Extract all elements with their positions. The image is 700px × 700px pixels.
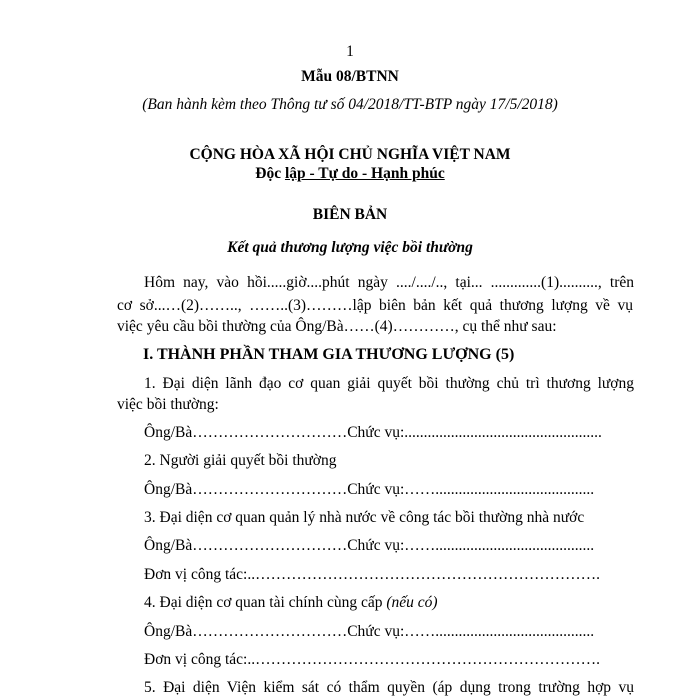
page-number: 1 <box>346 43 354 60</box>
intro-line-3: việc yêu cầu bồi thường của Ông/Bà……(4)…………, cụ thể như sau: <box>117 318 557 335</box>
item-4-note: (nếu có) <box>386 594 438 611</box>
item-4-title <box>144 593 438 613</box>
item-1-line-2: việc bồi thường: <box>117 396 219 413</box>
item-3-person-field: Ông/Bà…………………………Chức vụ:……......................................... <box>144 537 595 554</box>
motto <box>0 164 700 184</box>
motto-prefix: Độc <box>255 165 285 182</box>
intro-line-1: Hôm nay, vào hồi.....giờ....phút ngày ..../..../.., tại... .............(1).........., trên <box>144 274 634 291</box>
form-code: Mẫu 08/BTNN <box>301 68 399 85</box>
item-2-title: 2. Người giải quyết bồi thường <box>144 452 337 469</box>
item-5-line-1: 5. Đại diện Viện kiểm sát có thẩm quyền (áp dụng trong trường hợp vụ <box>144 679 634 696</box>
item-3-unit-field: Đơn vị công tác:..…………………………………………………………. <box>144 566 600 583</box>
intro-line-2: cơ sở...…(2)…….., ……..(3)………lập biên bản kết quả thương lượng về vụ <box>117 297 633 314</box>
item-4-unit-field: Đơn vị công tác:..…………………………………………………………. <box>144 651 600 668</box>
doc-title: BIÊN BẢN <box>312 206 388 223</box>
item-4-person-field: Ông/Bà…………………………Chức vụ:……......................................... <box>144 623 595 640</box>
issued-note: (Ban hành kèm theo Thông tư số 04/2018/TT-BTP ngày 17/5/2018) <box>142 96 558 113</box>
item-2-person-field: Ông/Bà…………………………Chức vụ:……......................................... <box>144 481 595 498</box>
national-title: CỘNG HÒA XÃ HỘI CHỦ NGHĨA VIỆT NAM <box>189 146 511 163</box>
item-3-title: 3. Đại diện cơ quan quản lý nhà nước về công tác bồi thường nhà nước <box>144 509 585 526</box>
motto-underlined: lập - Tự do - Hạnh phúc <box>284 165 445 182</box>
item-1-person-field: Ông/Bà…………………………Chức vụ:................................................... <box>144 424 602 441</box>
doc-subtitle: Kết quả thương lượng việc bồi thường <box>227 239 473 256</box>
item-4-title-text: 4. Đại diện cơ quan tài chính cùng cấp <box>144 594 387 611</box>
item-1-line-1: 1. Đại diện lãnh đạo cơ quan giải quyết bồi thường chủ trì thương lượng <box>144 375 634 392</box>
section-1-heading: I. THÀNH PHẦN THAM GIA THƯƠNG LƯỢNG (5) <box>143 346 515 363</box>
